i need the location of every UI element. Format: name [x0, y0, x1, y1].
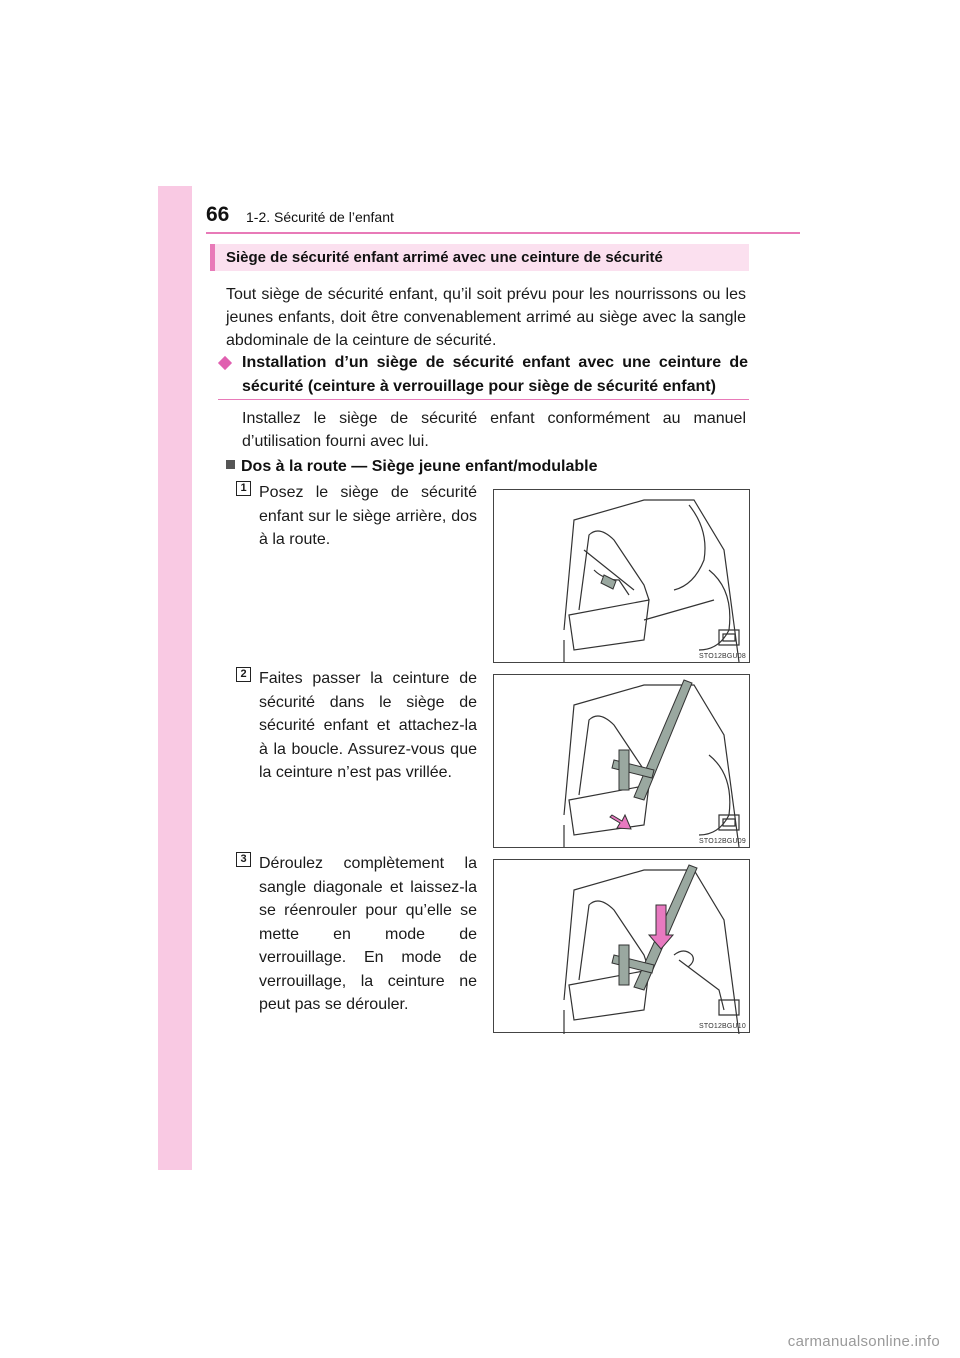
illustration-step-3 — [493, 859, 750, 1033]
side-tab-band — [158, 186, 192, 1170]
child-seat-rear-facing-icon — [494, 490, 749, 662]
square-bullet-icon — [226, 460, 235, 469]
step-2-text: Faites passer la ceinture de sécurité dans le siège de sécurité enfant et attachez-la à la boucle. Assurez-vous que la ceinture n’est pas vrillée. — [259, 670, 477, 781]
step-1-text: Posez le siège de sécurité enfant sur le siège arrière, dos à la route. — [259, 484, 477, 548]
bullet-heading — [226, 458, 598, 476]
box-title: Siège de sécurité enfant arrimé avec une ceinture de sécurité — [210, 244, 749, 271]
illustration-code-3: STO12BGU10 — [698, 1023, 746, 1030]
step-number-2: 2 — [236, 667, 251, 682]
belt-through-seat-icon — [494, 675, 749, 847]
illustration-code-2: STO12BGU09 — [698, 838, 746, 845]
subheading — [218, 351, 748, 399]
install-note: Installez le siège de sécurité enfant conformément au manuel d’utilisation fourni avec lui. — [242, 410, 746, 450]
subheading-text: Installation d’un siège de sécurité enfant avec une ceinture de sécurité (ceinture à verrouillage pour siège de sécurité enfant) — [242, 354, 748, 395]
illustration-code-1: STO12BGU08 — [698, 653, 746, 660]
section-title: 1-2. Sécurité de l’enfant — [246, 209, 394, 225]
header-rule — [206, 232, 800, 234]
belt-lock-mode-icon — [494, 860, 749, 1034]
illustration-step-1 — [493, 489, 750, 663]
diamond-bullet-icon — [218, 356, 232, 370]
page-number: 66 — [206, 203, 230, 226]
watermark: carmanualsonline.info — [787, 1333, 940, 1350]
intro-paragraph: Tout siège de sécurité enfant, qu’il soit prévu pour les nourrissons ou les jeunes enfants, doit être convenablement arrimé au siège avec la sangle abdominale de la ceinture de sécurité. — [226, 286, 746, 349]
step-3-text: Déroulez complètement la sangle diagonale et laissez-la se réenrouler pour qu’elle se mette en mode de verrouillage. En mode de verrouillage, la ceinture ne peut pas se dérouler. — [259, 855, 477, 1013]
illustration-step-2 — [493, 674, 750, 848]
subheading-rule — [218, 399, 749, 400]
bullet-heading-text: Dos à la route — Siège jeune enfant/modulable — [241, 458, 598, 475]
step-number-1: 1 — [236, 481, 251, 496]
step-number-3: 3 — [236, 852, 251, 867]
